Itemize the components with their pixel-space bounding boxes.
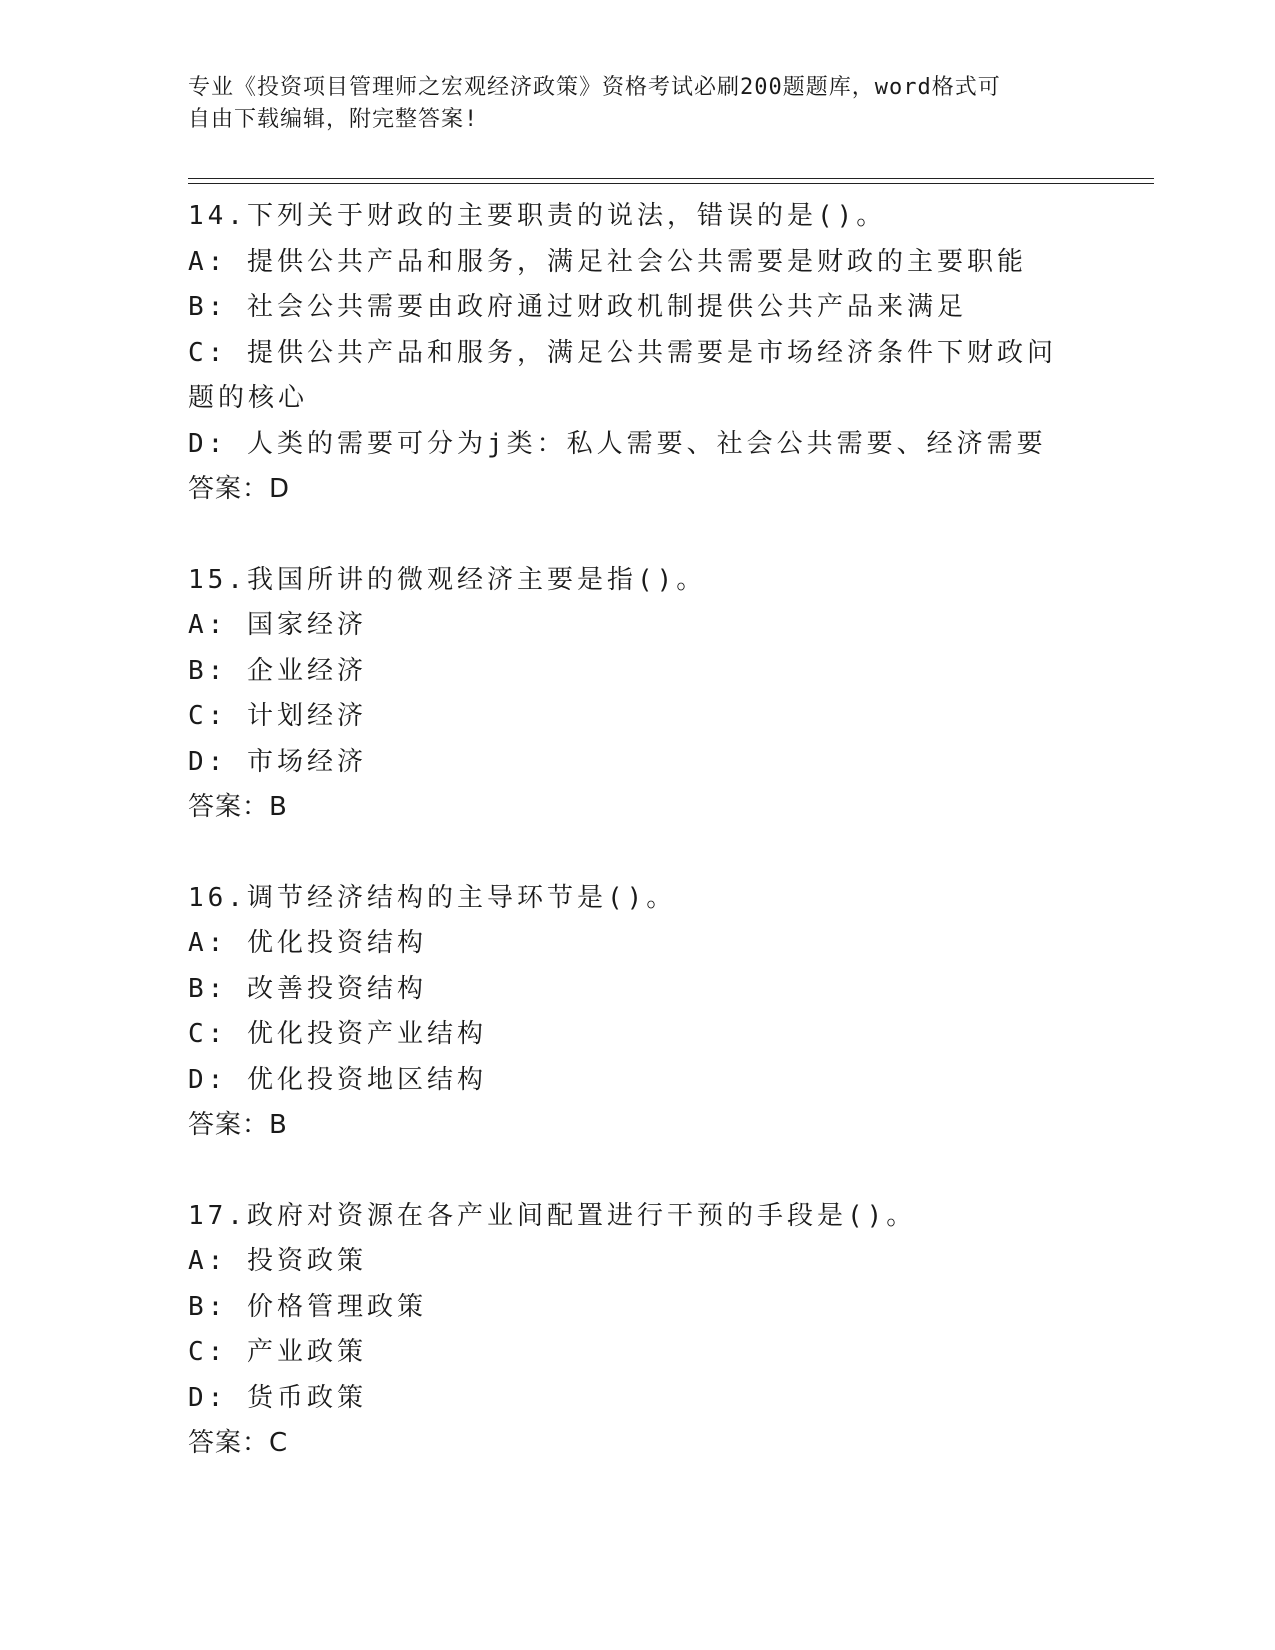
option-d: D: 优化投资地区结构 bbox=[188, 1064, 487, 1095]
option-a: A: 提供公共产品和服务，满足社会公共需要是财政的主要职能 bbox=[188, 246, 1027, 277]
question-15 bbox=[188, 558, 1088, 831]
option-b: B: 改善投资结构 bbox=[188, 973, 427, 1004]
question-16 bbox=[188, 876, 1088, 1149]
answer: 答案：B bbox=[188, 792, 288, 822]
answer: 答案：C bbox=[188, 1428, 289, 1458]
option-b: B: 企业经济 bbox=[188, 655, 367, 686]
question-14 bbox=[188, 194, 1088, 513]
option-c: C: 提供公共产品和服务，满足公共需要是市场经济条件下财政问题的核心 bbox=[188, 337, 1057, 413]
option-b: B: 社会公共需要由政府通过财政机制提供公共产品来满足 bbox=[188, 292, 967, 322]
answer: 答案：D bbox=[188, 474, 291, 504]
header-divider-bottom bbox=[188, 183, 1154, 184]
option-c: C: 产业政策 bbox=[188, 1337, 367, 1367]
answer: 答案：B bbox=[188, 1110, 288, 1140]
option-a: A: 投资政策 bbox=[188, 1246, 367, 1276]
header-line-1: 专业《投资项目管理师之宏观经济政策》资格考试必刷200题题库，word格式可 bbox=[188, 75, 1001, 100]
option-a: A: 国家经济 bbox=[188, 610, 367, 640]
question-stem: 14.下列关于财政的主要职责的说法，错误的是()。 bbox=[188, 201, 887, 231]
option-d: D: 市场经济 bbox=[188, 746, 367, 777]
question-stem: 15.我国所讲的微观经济主要是指()。 bbox=[188, 564, 707, 595]
question-list bbox=[188, 194, 1088, 1512]
header-line-2: 自由下载编辑，附完整答案! bbox=[188, 107, 479, 132]
question-stem: 16.调节经济结构的主导环节是()。 bbox=[188, 882, 677, 913]
option-a: A: 优化投资结构 bbox=[188, 928, 427, 958]
question-stem: 17.政府对资源在各产业间配置进行干预的手段是()。 bbox=[188, 1200, 917, 1231]
question-17 bbox=[188, 1194, 1088, 1467]
option-d: D: 货币政策 bbox=[188, 1382, 367, 1413]
option-b: B: 价格管理政策 bbox=[188, 1291, 427, 1322]
option-d: D: 人类的需要可分为j类：私人需要、社会公共需要、经济需要 bbox=[188, 428, 1047, 459]
option-c: C: 优化投资产业结构 bbox=[188, 1019, 487, 1049]
document-header bbox=[188, 72, 1068, 136]
header-divider-top bbox=[188, 178, 1154, 179]
option-c: C: 计划经济 bbox=[188, 701, 367, 731]
